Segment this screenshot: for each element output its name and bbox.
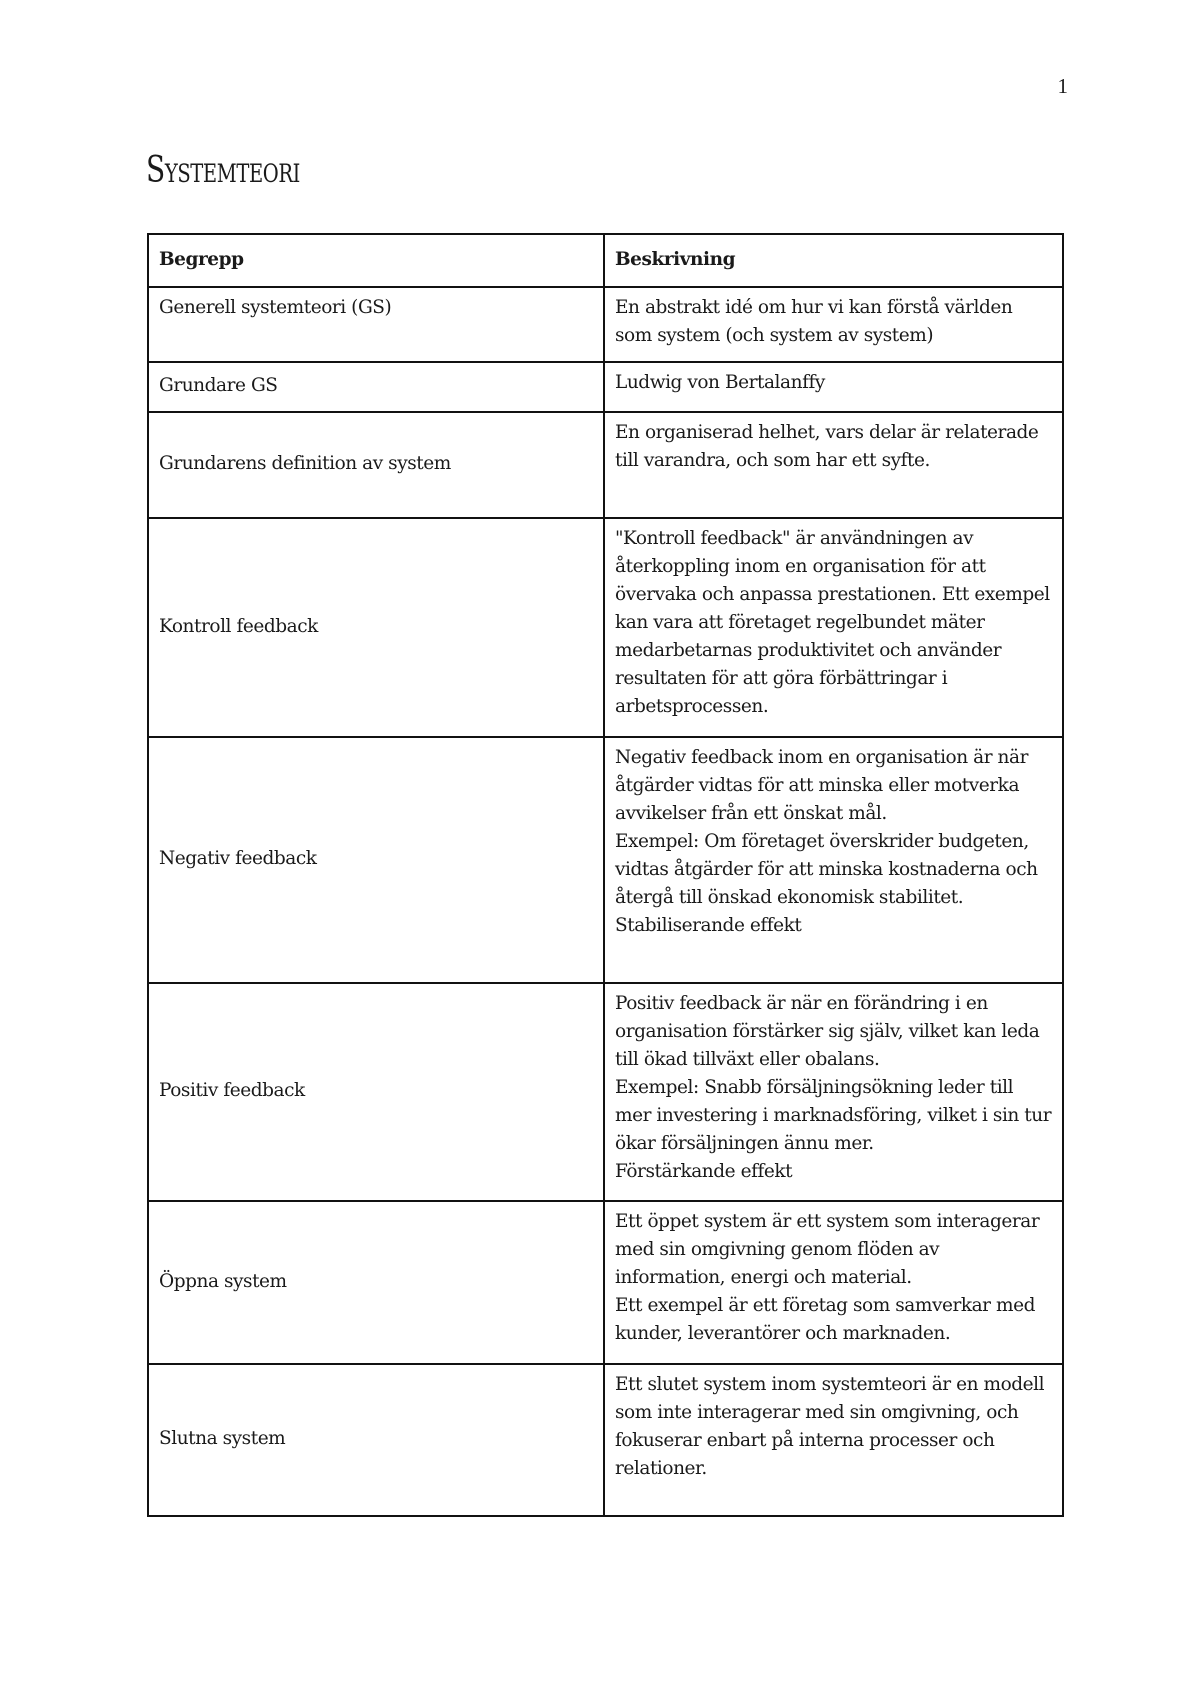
table-header-row [148, 234, 1063, 287]
table-row [148, 287, 1063, 362]
description-cell: Ludwig von Bertalanffy [604, 362, 1063, 412]
term-cell: Grundare GS [148, 362, 604, 412]
page-title: Systemteori [146, 150, 301, 191]
table-row [148, 1364, 1063, 1516]
description-cell: Positiv feedback är när en förändring i en organisation förstärker sig själv, vilket kan leda till ökad tillväxt eller obalans. Exempel: Snabb försäljningsökning leder till mer investering i marknadsföring, vilket i sin tur ökar försäljningen ännu mer. Förstärkande effekt [604, 983, 1063, 1201]
description-cell: En abstrakt idé om hur vi kan förstå världen som system (och system av system) [604, 287, 1063, 362]
term-cell: Öppna system [148, 1201, 604, 1364]
description-cell: "Kontroll feedback" är användningen av återkoppling inom en organisation för att övervaka och anpassa prestationen. Ett exempel kan vara att företaget regelbundet mäter medarbetarnas produktivitet och använder resultaten för att göra förbättringar i arbetsprocessen. [604, 518, 1063, 737]
column-header-term: Begrepp [148, 234, 604, 287]
description-cell: Negativ feedback inom en organisation är när åtgärder vidtas för att minska eller motverka avvikelser från ett önskat mål. Exempel: Om företaget överskrider budgeten, vidtas åtgärder för att minska kostnaderna och återgå till önskad ekonomisk stabilitet. Stabiliserande effekt [604, 737, 1063, 983]
table-row [148, 518, 1063, 737]
page-number: 1 [1057, 74, 1068, 98]
term-cell: Generell systemteori (GS) [148, 287, 604, 362]
term-cell: Kontroll feedback [148, 518, 604, 737]
description-cell: Ett slutet system inom systemteori är en modell som inte interagerar med sin omgivning, och fokuserar enbart på interna processer och relationer. [604, 1364, 1063, 1516]
description-cell: En organiserad helhet, vars delar är relaterade till varandra, och som har ett syfte. [604, 412, 1063, 518]
term-cell: Positiv feedback [148, 983, 604, 1201]
table-row [148, 362, 1063, 412]
table-row [148, 983, 1063, 1201]
description-cell: Ett öppet system är ett system som interagerar med sin omgivning genom flöden av information, energi och material. Ett exempel är ett företag som samverkar med kunder, leverantörer och marknaden. [604, 1201, 1063, 1364]
term-cell: Slutna system [148, 1364, 604, 1516]
table-row [148, 737, 1063, 983]
term-cell: Negativ feedback [148, 737, 604, 983]
column-header-description: Beskrivning [604, 234, 1063, 287]
table-row [148, 1201, 1063, 1364]
term-cell: Grundarens definition av system [148, 412, 604, 518]
table-row [148, 412, 1063, 518]
concept-table [147, 233, 1064, 1517]
